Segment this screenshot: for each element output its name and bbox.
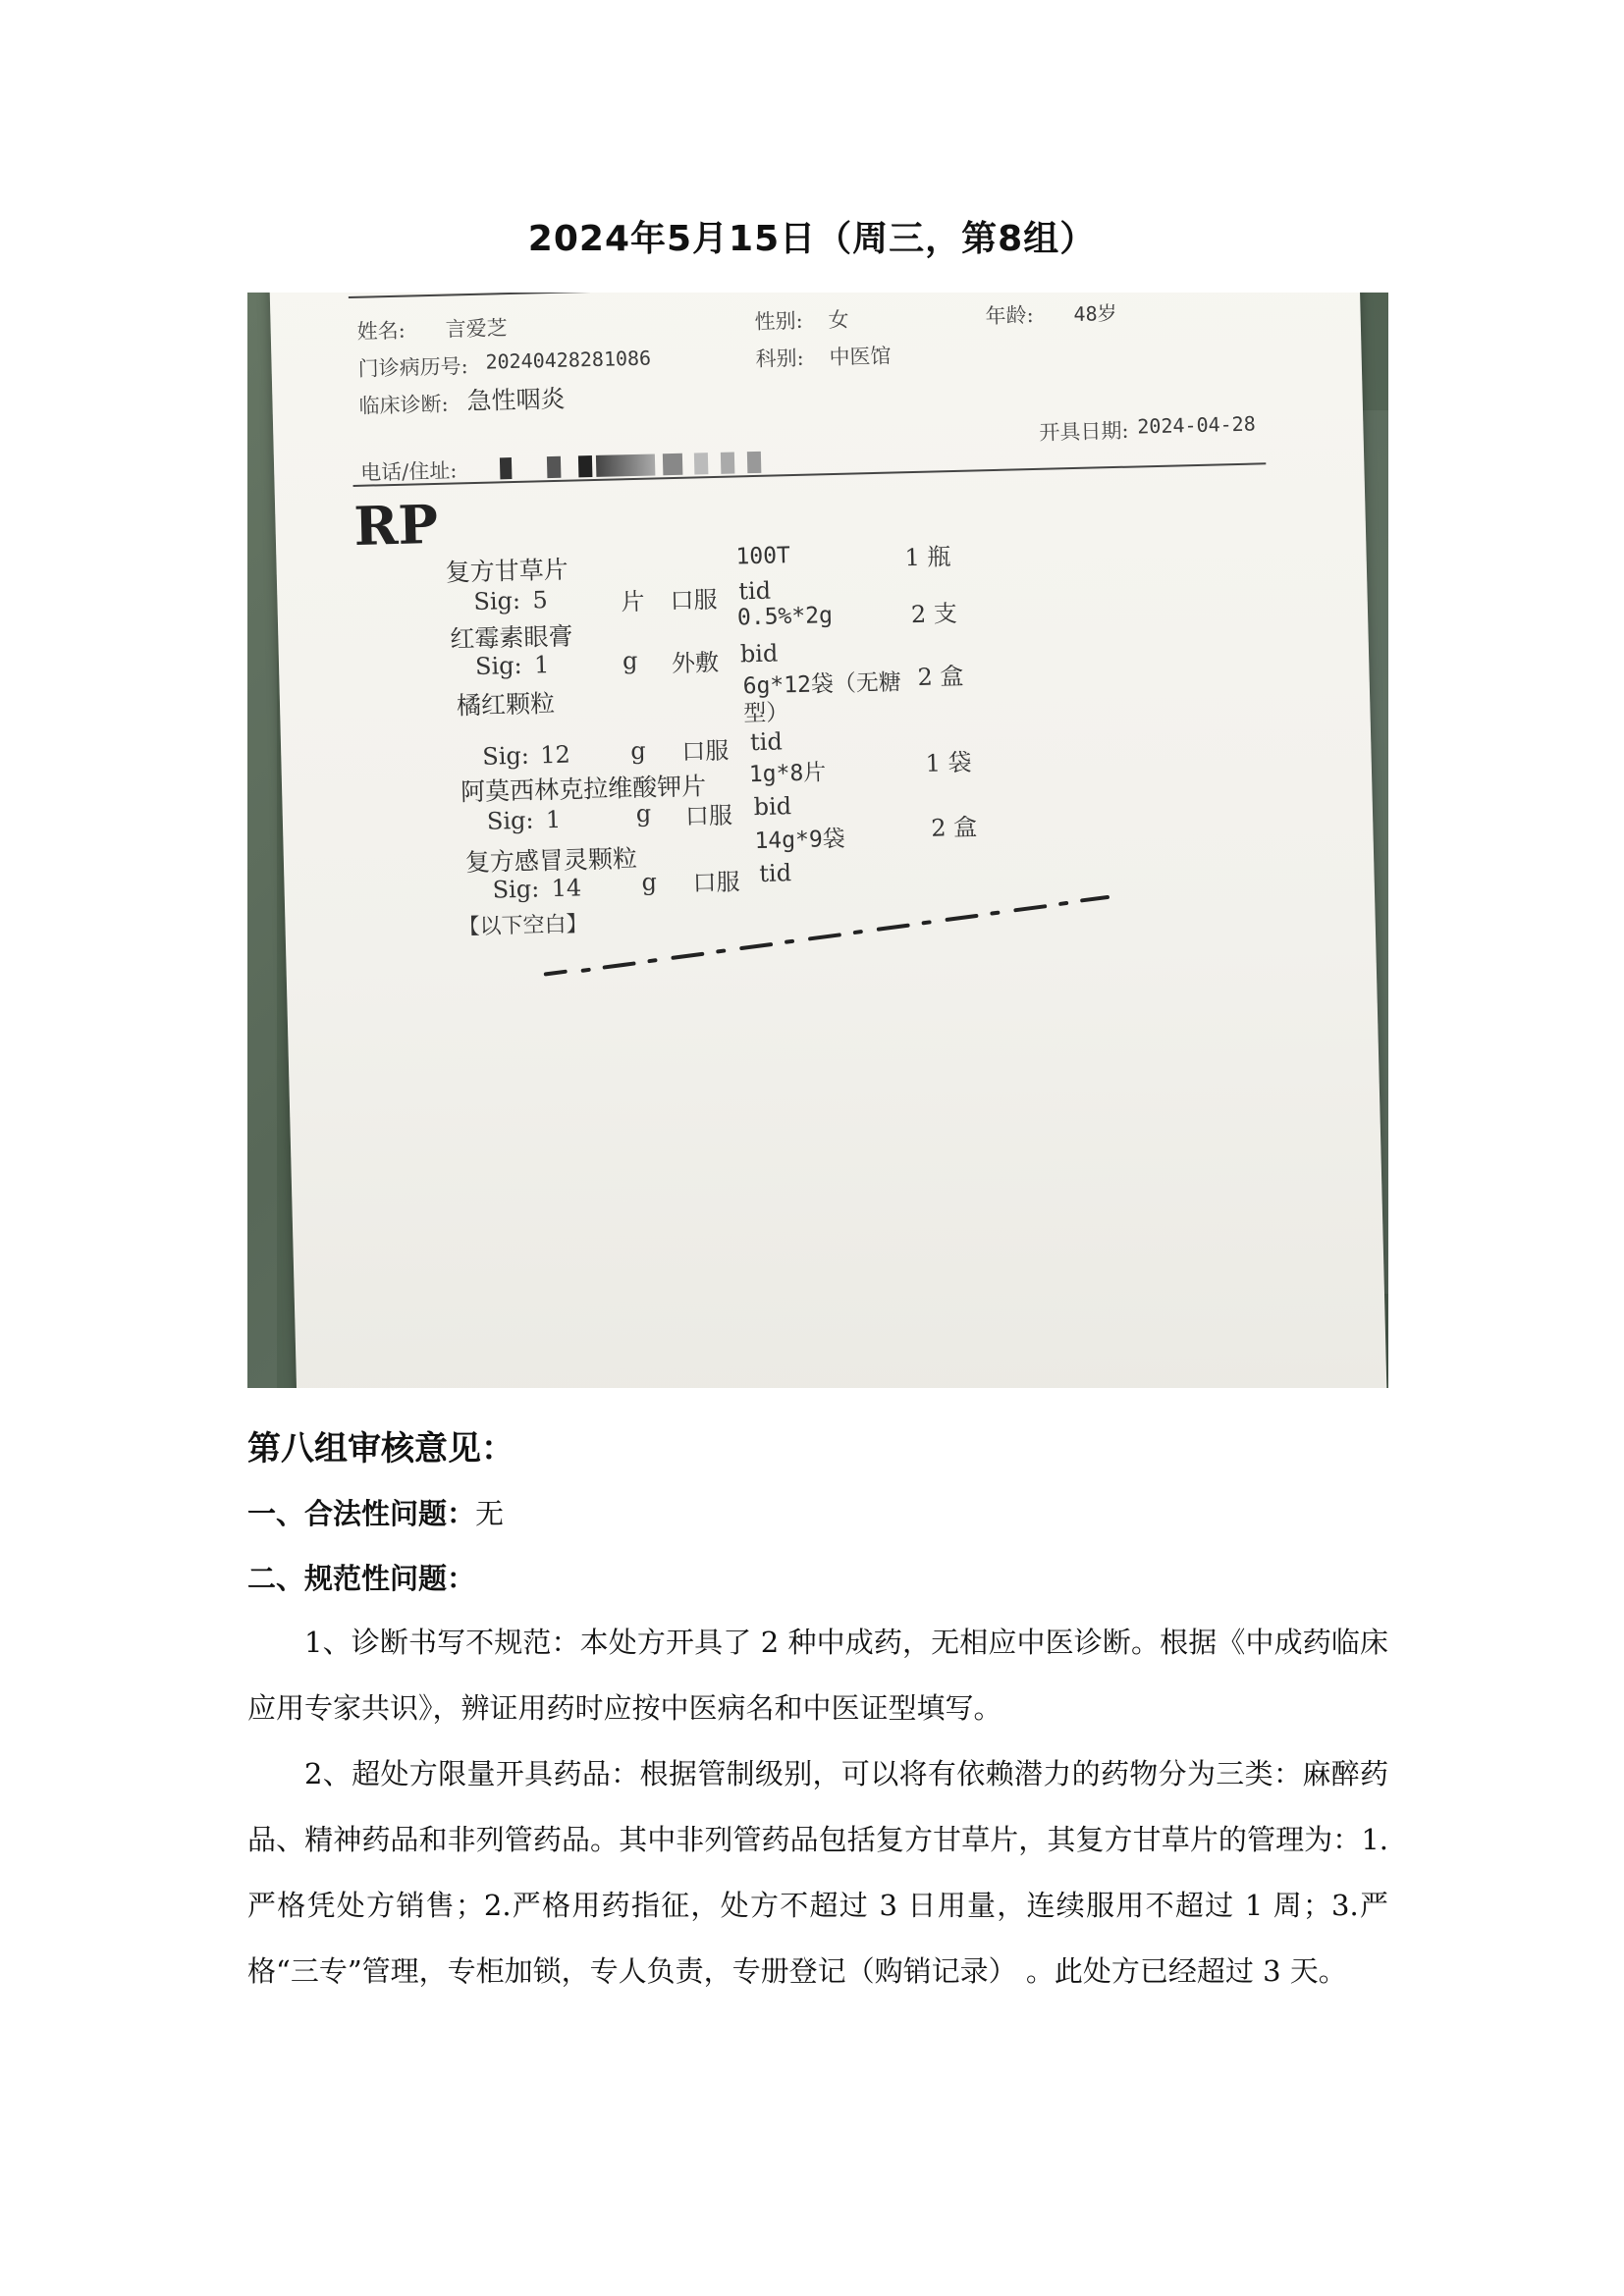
sig-dose: 5 (532, 586, 549, 614)
sig-unit: g (635, 799, 652, 828)
sig-route: 口服 (670, 585, 718, 615)
drug-spec-cont: 型） (743, 700, 789, 727)
prescription-paper (269, 293, 1387, 1388)
sig-dose: 1 (533, 651, 550, 679)
photo-edge (247, 293, 277, 1388)
drug-name: 复方感冒灵颗粒 (464, 844, 638, 878)
sig-label: Sig: (486, 806, 534, 835)
dept-value: 中医馆 (829, 344, 892, 370)
header-rule (353, 462, 1267, 487)
sig-freq: tid (737, 576, 772, 606)
page-title: 2024年5月15日（周三，第8组） (527, 219, 1097, 259)
rp-symbol: RP (352, 492, 439, 558)
sig-label: Sig: (474, 651, 523, 680)
drug-spec: 0.5%*2g (736, 603, 834, 631)
diagnosis-label: 临床诊断: (358, 392, 449, 418)
date-label: 开具日期: (1039, 418, 1129, 445)
drug-qty: 2 盒 (930, 813, 978, 842)
drug-qty: 1 袋 (925, 748, 972, 777)
record-value: 20240428281086 (485, 346, 652, 374)
sig-freq: bid (739, 639, 779, 668)
drug-spec: 100T (735, 543, 791, 570)
sig-label: Sig: (473, 586, 521, 616)
standard-section (247, 1557, 475, 1597)
sig-freq: tid (759, 859, 792, 887)
drug-spec: 14g*9袋 (754, 826, 846, 855)
drug-name: 复方甘草片 (445, 555, 569, 587)
review-point-2: 2、超处方限量开具药品：根据管制级别，可以将有依赖潜力的药物分为三类：麻醉药品、精神药品和非列管药品。其中非列管药品包括复方甘草片，其复方甘草片的管理为：1.严格凭处方销售；2.严格用药指征，处方不超过 3 日用量，连续服用不超过 1 周；3.严格“三专”管理，专柜加锁，专人负责，专册登记（购销记录） 。此处方已经超过 3 天。 (247, 1757, 1388, 1988)
drug-name: 红霉素眼膏 (450, 621, 573, 654)
age-label: 年龄: (985, 302, 1034, 329)
sig-route: 口服 (692, 868, 740, 897)
sig-freq: bid (753, 792, 792, 822)
sig-unit: g (629, 736, 646, 766)
review-heading: 第八组审核意见： (247, 1429, 514, 1468)
name-value: 言爱芝 (445, 316, 508, 342)
sig-freq: tid (749, 727, 784, 757)
drug-spec: 1g*8片 (748, 760, 827, 788)
sig-unit: 片 (621, 587, 645, 616)
sig-dose: 12 (539, 740, 571, 770)
diagnosis-value: 急性咽炎 (466, 384, 566, 416)
drug-qty: 2 盒 (917, 662, 964, 691)
standard-label: 二、规范性问题： (247, 1562, 476, 1595)
drug-qty: 2 支 (910, 599, 958, 629)
gender-value: 女 (828, 307, 849, 333)
sig-route: 口服 (684, 801, 733, 830)
legality-section (247, 1492, 504, 1532)
date-value: 2024-04-28 (1137, 411, 1257, 439)
review-point-1: 1、诊断书写不规范：本处方开具了 2 种中成药，无相应中医诊断。根据《中成药临床应用专家共识》，辨证用药时应按中医病名和中医证型填写。 (247, 1626, 1388, 1725)
legality-value: 无 (475, 1497, 505, 1530)
name-label: 姓名: (356, 318, 406, 344)
drug-name: 阿莫西林克拉维酸钾片 (460, 772, 707, 807)
sig-route: 口服 (680, 736, 730, 766)
sig-dose: 14 (551, 874, 582, 903)
drug-qty: 1 瓶 (904, 543, 951, 572)
sig-label: Sig: (482, 741, 530, 771)
contact-label: 电话/住址: (359, 458, 458, 485)
prescription-photo (247, 293, 1388, 1388)
sig-dose: 1 (545, 805, 562, 834)
drug-name: 橘红颗粒 (456, 689, 556, 721)
sig-route: 外敷 (671, 648, 720, 678)
blank-note: 【以下空白】 (458, 912, 588, 940)
sig-unit: g (622, 646, 638, 675)
gender-label: 性别: (754, 308, 803, 334)
record-label: 门诊病历号: (357, 354, 468, 381)
drug-spec: 6g*12袋（无糖 (742, 669, 902, 700)
legality-label: 一、合法性问题： (247, 1497, 476, 1530)
top-rule (349, 293, 1262, 298)
sig-label: Sig: (492, 875, 540, 904)
dept-label: 科别: (755, 346, 804, 371)
age-value: 48岁 (1073, 300, 1117, 326)
sig-unit: g (641, 868, 658, 896)
